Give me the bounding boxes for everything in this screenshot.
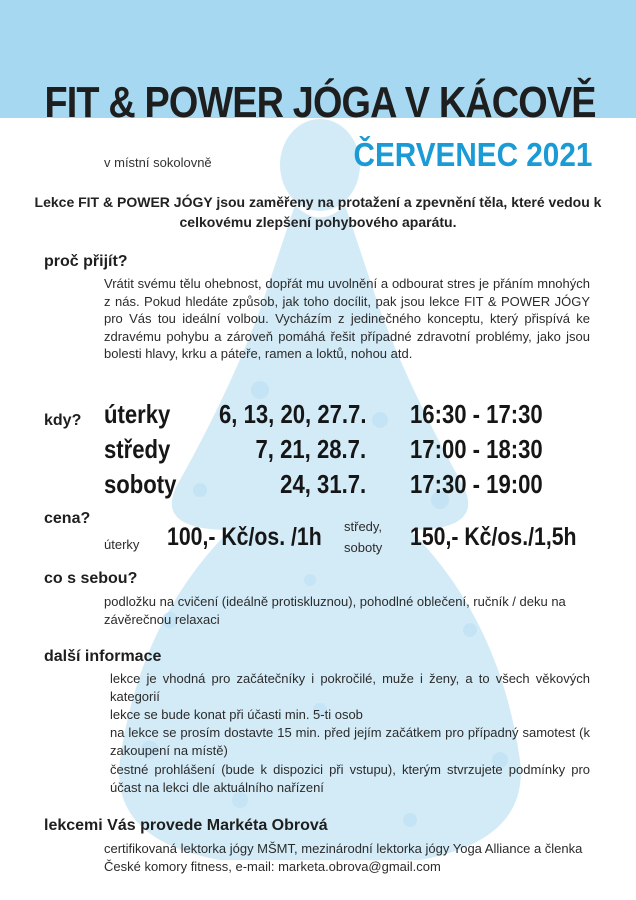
venue-label: v místní sokolovně	[104, 155, 212, 170]
poster-title: FIT & POWER JÓGA V KÁCOVĚ	[44, 78, 596, 127]
price-value-tuesday: 100,- Kč/os. /1h	[167, 523, 322, 551]
info-heading: další informace	[44, 648, 162, 665]
price-label-sat: soboty	[344, 540, 383, 555]
instructor-text: certifikovaná lektorka jógy MŠMT, mezinárodní lektorka jógy Yoga Alliance a členka České komory fitness, e-mail: marketa.obrova@gmail.com	[104, 841, 583, 874]
schedule-dates: 6, 13, 20, 27.7.	[218, 399, 366, 429]
price-label-tuesday: úterky	[104, 537, 140, 552]
why-text: Vrátit svému tělu ohebnost, dopřát mu uvolnění a odbourat stres je přáním mnohých z nás. Pokud hledáte způsob, jak toho docílit, pak jsou lekce FIT & POWER JÓGY pro Vás tou ideální volbou. Vycházím z jedinečného konceptu, který přispívá ke zdravému pohybu a zároveň pomáhá řešit případné zdravotní problémy, jako jsou bolesti hlavy, krku a páteře, ramen a loktů, nohou atd.	[104, 276, 590, 361]
when-heading: kdy?	[44, 412, 82, 429]
schedule-time: 17:00 - 18:30	[410, 434, 543, 464]
bring-text: podložku na cvičení (ideálně protiskluznou), pohodlné oblečení, ručník / deku na závěrečnou relaxaci	[104, 594, 566, 627]
info-item: na lekce se prosím dostavte 15 min. před jejím začátkem pro případný samotest (k zakoupení na místě)	[110, 725, 590, 758]
price-label-wed: středy,	[344, 519, 383, 534]
price-value-wed-sat: 150,- Kč/os./1,5h	[410, 523, 577, 551]
schedule-time: 16:30 - 17:30	[410, 399, 543, 429]
schedule-dates: 7, 21, 28.7.	[255, 434, 366, 464]
info-item: lekce se bude konat při účasti min. 5-ti osob	[110, 707, 363, 722]
price-heading: cena?	[44, 510, 91, 527]
instructor-heading: lekcemi Vás provede Markéta Obrová	[44, 817, 328, 834]
info-item: čestné prohlášení (bude k dispozici při vstupu), kterým stvrzujete podmínky pro účast na lekci dle aktuálního nařízení	[110, 762, 590, 795]
schedule-day: úterky	[104, 399, 171, 429]
bring-heading: co s sebou?	[44, 570, 138, 587]
why-heading: proč přijít?	[44, 253, 128, 270]
intro-text: Lekce FIT & POWER JÓGY jsou zaměřeny na protažení a zpevnění těla, které vedou k celkovému zlepšení pohybového aparátu.	[34, 194, 602, 230]
info-item: lekce je vhodná pro začátečníky i pokročilé, muže i ženy, a to všech věkových kategorií	[110, 671, 590, 704]
schedule-dates: 24, 31.7.	[279, 469, 366, 499]
schedule-day: středy	[104, 434, 171, 464]
schedule-time: 17:30 - 19:00	[410, 469, 543, 499]
schedule-day: soboty	[104, 469, 177, 499]
month-label: ČERVENEC 2021	[353, 136, 592, 173]
